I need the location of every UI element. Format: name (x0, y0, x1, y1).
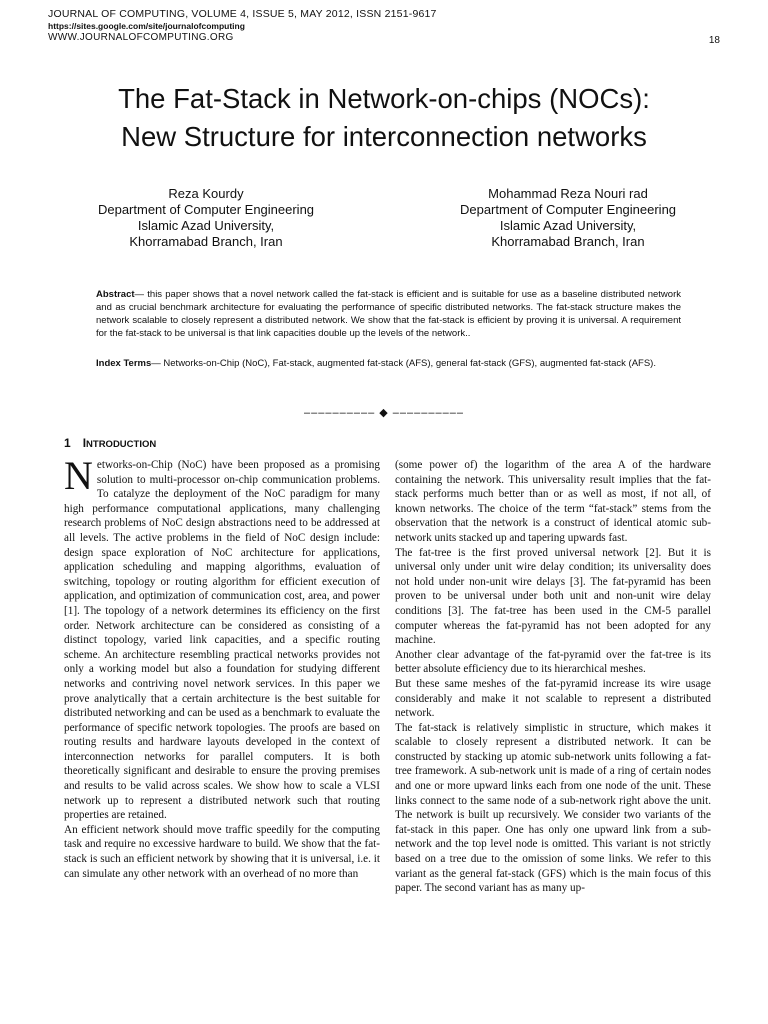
right-column (395, 458, 711, 896)
author-branch: Khorramabad Branch, Iran (129, 234, 283, 249)
paragraph: (some power of) the logarithm of the area A of the hardware containing the network. This universality result implies that the fat-stack performs much better than or as well as most, if not all, of known networks. The choice of the term “fat-stack” stems from the observation that the network is a construct of identical atomic sub-network units stacked up and tapering upwards fast. (395, 459, 711, 544)
drop-cap: N (64, 453, 93, 498)
section-heading (64, 436, 156, 450)
index-terms-label: Index Terms (96, 358, 152, 369)
paragraph: An efficient network should move traffic speedily for the computing task and require no excessive hardware to build. We show that the fat-stack is such an efficient network by showing that it is universal, i.e. it can simulate any other network with an overhead of no more than (64, 823, 380, 880)
journal-url[interactable]: https://sites.google.com/site/journalofcomputing (48, 21, 245, 31)
title-line-2: New Structure for interconnection networks (121, 121, 647, 152)
running-header (48, 8, 720, 44)
section-title-rest: NTRODUCTION (86, 439, 157, 450)
author-university: Islamic Azad University, (137, 218, 275, 233)
author-department: Department of Computer Engineering (459, 202, 677, 217)
paragraph (64, 453, 380, 823)
title-line-1: The Fat-Stack in Network-on-chips (NOCs): (118, 83, 650, 114)
paragraph: The fat-tree is the first proved universal network [2]. But it is universal only under unit wire delay condition; its universality does not hold under non-unit wire delays [3]. The fat-pyramid has been proven to be universal under both unit and non-unit wire delay conditions [3]. The fat-tree has been used in the CM-5 parallel computer whereas the fat-pyramid has not been adopted for any machine. (395, 546, 711, 647)
section-number: 1 (64, 436, 71, 450)
page-number: 18 (708, 35, 720, 46)
abstract (96, 288, 681, 340)
section-initial: I (82, 436, 87, 450)
author-1 (56, 186, 356, 250)
author-name: Reza Kourdy (168, 186, 244, 201)
journal-site[interactable]: WWW.JOURNALOFCOMPUTING.ORG (48, 32, 234, 43)
author-block (0, 186, 768, 266)
left-column (64, 453, 380, 881)
author-department: Department of Computer Engineering (97, 202, 315, 217)
index-terms (96, 357, 681, 370)
paragraph: Another clear advantage of the fat-pyramid over the fat-tree is its better absolute efficiency due to its hierarchical meshes. (395, 648, 711, 676)
author-university: Islamic Azad University, (499, 218, 637, 233)
paragraph: But these same meshes of the fat-pyramid increase its wire usage considerably and make it not scalable to represent a distributed network. (395, 677, 711, 720)
index-terms-text: — Networks-on-Chip (NoC), Fat-stack, augmented fat-stack (AFS), general fat-stack (GFS), augmented fat-stack (AFS). (151, 358, 656, 369)
paragraph-text: etworks-on-Chip (NoC) have been proposed as a promising solution to multi-processor on-chip communication problems. To catalyze the deployment of the NoC paradigm for many high performance computational applications, many challenging research problems of NoC design abstractions need to be addressed at all levels. The active problems in the field of NoC design include: design space exploration of NoC architecture for applications, application scheduling and mapping algorithms, evaluation of switching, topology or routing algorithm for efficient execution of application, and optimization of communication cost, area, and power [1]. The topology of a network determines its efficiency on the first order. Network architecture can be considered as consisting of a distinct topology, varied link capacities, and a specific routing scheme. An architecture resembling practical networks provides not only a working model but also a foundation for studying different networks and contriving novel network services. In this paper we prove analytically that a certain architecture is the best suitable for distributed networking and can be used as a benchmark to evaluate the performance of specific network topologies. The proofs are based on routing results and hardware layouts developed in the context of interconnection networks for parallel computers. It is both theoretically significant and desirable to ensure the proving premises and results to be valid across scales. We show how to scale a VLSI network up to represent a distributed network such that routing properties are retained. (64, 459, 380, 822)
abstract-label: Abstract (96, 289, 135, 300)
journal-line: JOURNAL OF COMPUTING, VOLUME 4, ISSUE 5, MAY 2012, ISSN 2151-9617 (48, 8, 437, 20)
abstract-text: — this paper shows that a novel network called the fat-stack is efficient and is suitable for use as a baseline distributed network and as crucial benchmark architecture for evaluating the performance of specific distributed networks. The fat-stack structure makes the network scalable to closely represent a distributed network. We show that the fat-stack is efficient by proving it is universal. A requirement for the fat-stack to be universal is that link capacities double up the levels of the network.. (96, 289, 681, 339)
author-branch: Khorramabad Branch, Iran (491, 234, 645, 249)
paper-title (40, 80, 728, 156)
author-2 (418, 186, 718, 250)
section-divider: –––––––––– ◆ –––––––––– (304, 407, 464, 419)
paragraph: The fat-stack is relatively simplistic in structure, which makes it scalable to closely represent a distributed network. It can be constructed by stacking up atomic sub-network units following a fat-tree framework. A sub-network unit is made of a ring of certain nodes and one or more upward links each from one node of the unit. These links connect to the same node of a sub-network right above the unit. The network is built up recursively. We consider two variants of the fat-stack in this paper. One has only one upward link from a sub-network and the top level node is omitted. This variant is not strictly based on a tree due to the omission of some links. We refer to this variant as the general fat-stack (GFS) which is the main focus of this paper. The second variant has as many up- (395, 721, 711, 895)
author-name: Mohammad Reza Nouri rad (488, 186, 648, 201)
